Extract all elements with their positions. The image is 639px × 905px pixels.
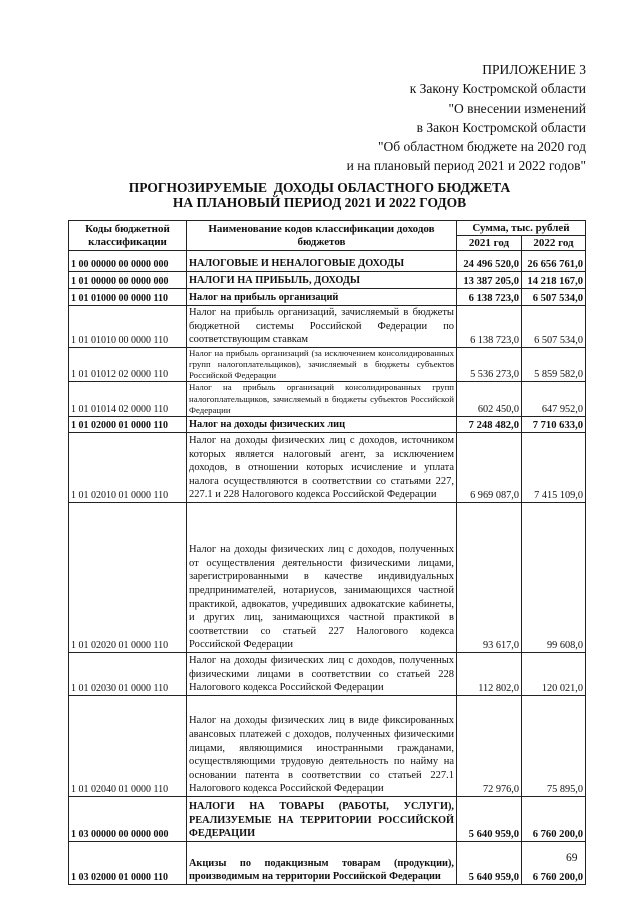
row-name: НАЛОГОВЫЕ И НЕНАЛОГОВЫЕ ДОХОДЫ [187, 251, 457, 272]
header-name: Наименование кодов классификации доходов бюджетов [187, 221, 457, 251]
table-row [69, 251, 586, 272]
row-amount-2021: 5 536 273,0 [457, 347, 522, 382]
row-amount-2022: 6 760 200,0 [522, 842, 586, 885]
row-name: Налог на доходы физических лиц с доходов, полученных физическими лицами в соответствии со статьей 228 Налогового кодекса Российской Федерации [187, 653, 457, 696]
table-row [69, 503, 586, 653]
row-name: Налог на доходы физических лиц в виде фиксированных авансовых платежей с доходов, полученных физическими лицами, являющимися иностранными гражданами, осуществляющими трудовую деятельность по найму на основании патента в соответствии со статьей 227.1 Налогового кодекса Российской Федерации [187, 696, 457, 797]
appendix-line: ПРИЛОЖЕНИЕ 3 [482, 62, 586, 77]
table-row [69, 306, 586, 348]
appendix-line: и на плановый период 2021 и 2022 годов" [346, 158, 586, 174]
row-code: 1 01 00000 00 0000 000 [69, 272, 187, 289]
row-name: Налог на прибыль организаций (за исключением консолидированных групп налогоплательщиков), зачисляемый в бюджеты субъектов Российской Федерации [187, 347, 457, 382]
row-name: НАЛОГИ НА ТОВАРЫ (РАБОТЫ, УСЛУГИ), РЕАЛИЗУЕМЫЕ НА ТЕРРИТОРИИ РОССИЙСКОЙ ФЕДЕРАЦИИ [187, 797, 457, 842]
row-code: 1 03 00000 00 0000 000 [69, 797, 187, 842]
table-row [69, 272, 586, 289]
row-code: 1 01 01010 00 0000 110 [69, 306, 187, 348]
row-amount-2021: 72 976,0 [457, 696, 522, 797]
row-amount-2022: 14 218 167,0 [522, 272, 586, 289]
row-code: 1 01 02020 01 0000 110 [69, 503, 187, 653]
row-code: 1 01 02030 01 0000 110 [69, 653, 187, 696]
header-year-2022: 2022 год [522, 236, 586, 251]
row-name: Налог на доходы физических лиц [187, 417, 457, 433]
row-amount-2021: 24 496 520,0 [457, 251, 522, 272]
header-year-2021: 2021 год [457, 236, 522, 251]
appendix-line: "О внесении изменений [448, 100, 586, 116]
table-row [69, 653, 586, 696]
row-name: Налог на доходы физических лиц с доходов, полученных от осуществления деятельности физическими лицами, зарегистрированными в качестве индивидуальных предпринимателей, нотариусов, занимающихся частной практикой, адвокатов, учредивших адвокатские кабинеты, и других лиц, занимающихся частной практикой в соответствии со статьей 227 Налогового кодекса Российской Федерации [187, 503, 457, 653]
table-row [69, 382, 586, 417]
row-name: Налог на прибыль организаций, зачисляемый в бюджеты бюджетной системы Российской Федерации по соответствующим ставкам [187, 306, 457, 348]
row-amount-2021: 93 617,0 [457, 503, 522, 653]
row-amount-2021: 5 640 959,0 [457, 842, 522, 885]
table-row [69, 842, 586, 885]
row-amount-2021: 6 138 723,0 [457, 289, 522, 306]
table-row [69, 696, 586, 797]
header-sum: Сумма, тыс. рублей [457, 221, 586, 236]
row-amount-2022: 7 415 109,0 [522, 433, 586, 503]
row-code: 1 01 02040 01 0000 110 [69, 696, 187, 797]
row-name: Налог на прибыль организаций [187, 289, 457, 306]
revenue-table [68, 220, 586, 885]
row-code: 1 01 01000 00 0000 110 [69, 289, 187, 306]
row-amount-2021: 6 138 723,0 [457, 306, 522, 348]
row-name: Акцизы по подакцизным товарам (продукции), производимым на территории Российской Федерации [187, 842, 457, 885]
row-code: 1 01 02000 01 0000 110 [69, 417, 187, 433]
row-code: 1 01 02010 01 0000 110 [69, 433, 187, 503]
row-code: 1 03 02000 01 0000 110 [69, 842, 187, 885]
document-title-line1: ПРОГНОЗИРУЕМЫЕ ДОХОДЫ ОБЛАСТНОГО БЮДЖЕТА [128, 180, 511, 195]
table-row [69, 289, 586, 306]
row-amount-2022: 120 021,0 [522, 653, 586, 696]
row-amount-2022: 5 859 582,0 [522, 347, 586, 382]
row-amount-2022: 99 608,0 [522, 503, 586, 653]
row-amount-2022: 7 710 633,0 [522, 417, 586, 433]
row-amount-2022: 26 656 761,0 [522, 251, 586, 272]
row-amount-2021: 6 969 087,0 [457, 433, 522, 503]
row-code: 1 01 01014 02 0000 110 [69, 382, 187, 417]
row-amount-2022: 647 952,0 [522, 382, 586, 417]
appendix-line: в Закон Костромской области [416, 119, 586, 135]
row-name: НАЛОГИ НА ПРИБЫЛЬ, ДОХОДЫ [187, 272, 457, 289]
appendix-block [347, 60, 586, 176]
row-amount-2021: 13 387 205,0 [457, 272, 522, 289]
row-amount-2021: 7 248 482,0 [457, 417, 522, 433]
document-title [0, 180, 639, 210]
page-number: 69 [566, 852, 578, 864]
row-amount-2022: 75 895,0 [522, 696, 586, 797]
row-name: Налог на доходы физических лиц с доходов, источником которых является налоговый агент, за исключением доходов, в отношении которых исчисление и уплата налога осуществляются в соответствии со статьями 227, 227.1 и 228 Налогового кодекса Российской Федерации [187, 433, 457, 503]
row-code: 1 00 00000 00 0000 000 [69, 251, 187, 272]
table-row [69, 797, 586, 842]
row-amount-2021: 112 802,0 [457, 653, 522, 696]
row-name: Налог на прибыль организаций консолидированных групп налогоплательщиков, зачисляемый в бюджеты субъектов Российской Федерации [187, 382, 457, 417]
row-amount-2022: 6 507 534,0 [522, 306, 586, 348]
appendix-line: к Закону Костромской области [409, 81, 586, 97]
table-row [69, 417, 586, 433]
table-row [69, 433, 586, 503]
table-body [69, 251, 586, 885]
row-amount-2022: 6 760 200,0 [522, 797, 586, 842]
row-code: 1 01 01012 02 0000 110 [69, 347, 187, 382]
table-row [69, 347, 586, 382]
row-amount-2021: 602 450,0 [457, 382, 522, 417]
row-amount-2022: 6 507 534,0 [522, 289, 586, 306]
header-codes: Коды бюджетной классификации [69, 221, 187, 251]
document-title-line2: НА ПЛАНОВЫЙ ПЕРИОД 2021 И 2022 ГОДОВ [172, 195, 467, 210]
appendix-line: "Об областном бюджете на 2020 год [378, 139, 586, 155]
row-amount-2021: 5 640 959,0 [457, 797, 522, 842]
